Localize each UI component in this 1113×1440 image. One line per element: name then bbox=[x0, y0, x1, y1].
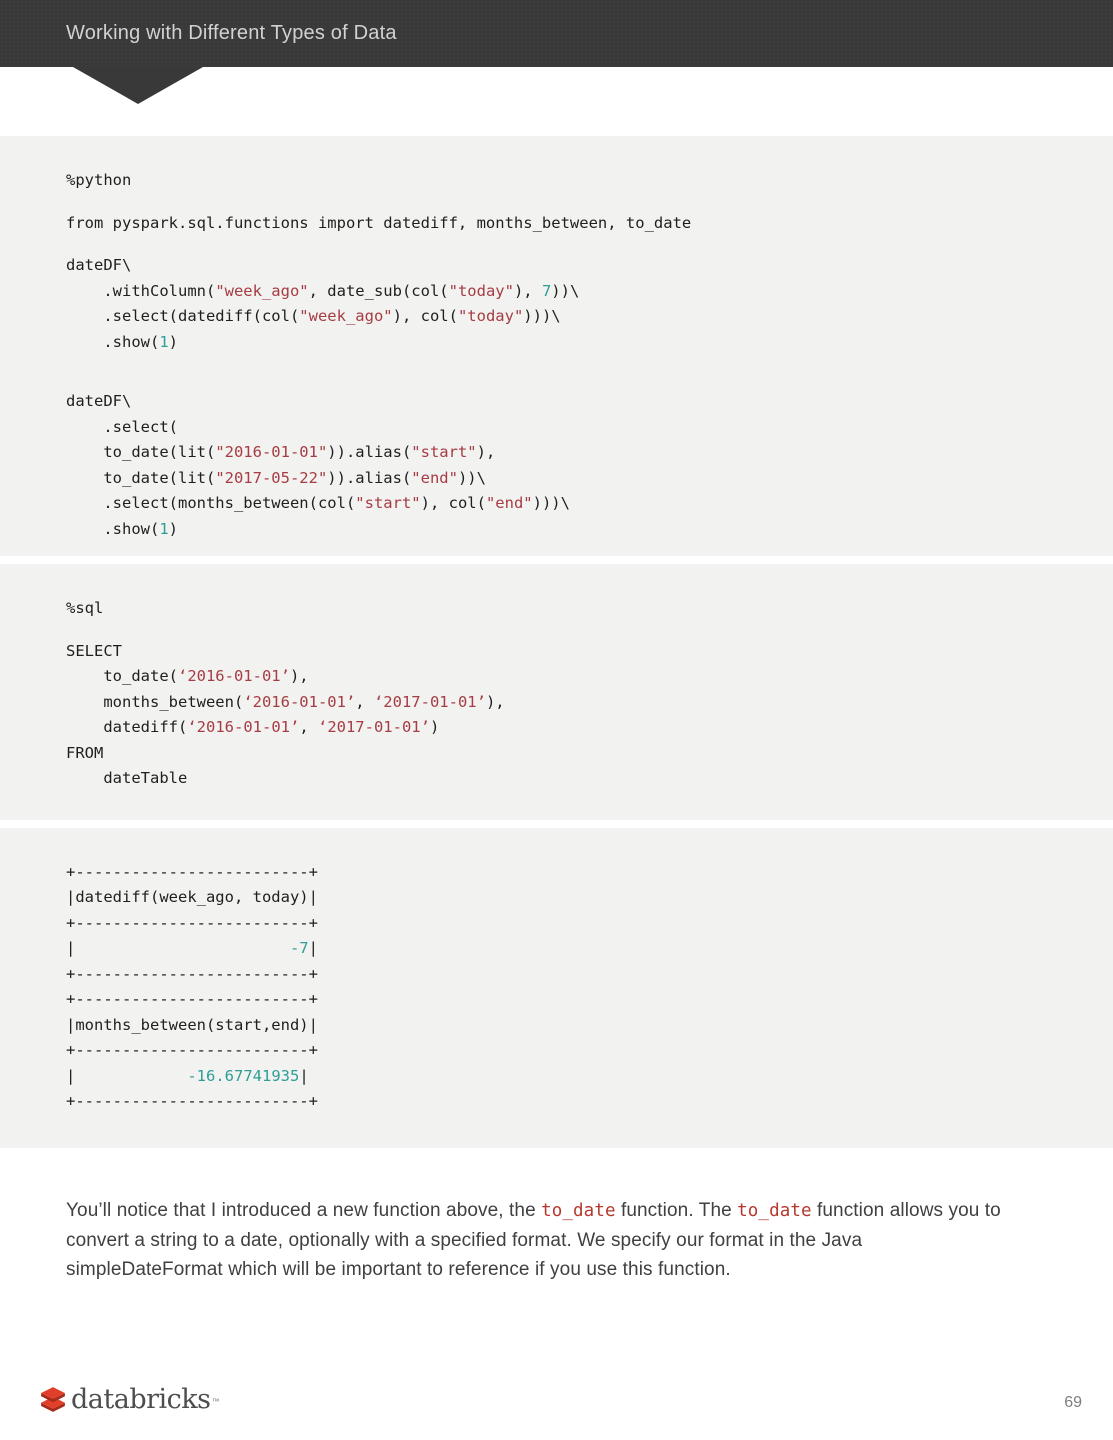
code-text: | bbox=[66, 1066, 188, 1085]
code-text: .show( bbox=[66, 519, 160, 538]
code-text: , date_sub(col( bbox=[308, 281, 449, 300]
code-number: 1 bbox=[159, 519, 169, 538]
code-line bbox=[66, 664, 1113, 690]
code-string: ‘2017-01-01’ bbox=[317, 718, 430, 736]
code-line bbox=[66, 440, 1113, 466]
code-line bbox=[66, 622, 1113, 639]
code-text: .show( bbox=[66, 332, 160, 351]
code-line bbox=[66, 389, 1113, 415]
code-text: to_date( bbox=[66, 667, 178, 685]
code-text: , bbox=[299, 718, 318, 736]
code-text: +-------------------------+ bbox=[66, 990, 318, 1008]
code-string: "end" bbox=[411, 468, 458, 487]
code-line bbox=[66, 860, 1113, 886]
code-line bbox=[66, 596, 1113, 622]
code-text: dateTable bbox=[66, 769, 188, 787]
code-text: )))\ bbox=[523, 307, 561, 325]
code-line bbox=[66, 1089, 1113, 1115]
code-string: "week_ago" bbox=[215, 281, 309, 300]
trademark-symbol: ™ bbox=[211, 1397, 220, 1406]
code-string: "start" bbox=[411, 443, 477, 461]
databricks-wordmark: databricks bbox=[71, 1384, 211, 1415]
code-text: ))\ bbox=[457, 468, 486, 487]
code-text: .withColumn( bbox=[66, 281, 216, 300]
paragraph-text: function allows you to convert a string to a date, optionally with a specified format. We specify our format in the Java simpleDateFormat which will be important to reference if you use this function. bbox=[66, 1199, 1001, 1280]
code-text: from pyspark.sql.functions import datediff, months_between, to_date bbox=[66, 213, 692, 232]
code-text: FROM bbox=[66, 743, 104, 762]
code-text: .select( bbox=[66, 417, 178, 436]
code-text: dateDF\ bbox=[66, 256, 132, 274]
code-line bbox=[66, 741, 1113, 767]
code-number: 7 bbox=[541, 281, 552, 300]
paragraph-text: function. The bbox=[615, 1199, 738, 1221]
code-line bbox=[66, 962, 1113, 988]
code-line bbox=[66, 279, 1113, 305]
paragraph-text: You’ll notice that I introduced a new function above, the bbox=[66, 1199, 542, 1221]
code-line bbox=[66, 355, 1113, 372]
code-string: "start" bbox=[355, 494, 421, 512]
code-string: ‘2016-01-01’ bbox=[177, 667, 290, 685]
code-string: "today" bbox=[448, 281, 514, 300]
code-string: "week_ago" bbox=[299, 307, 393, 325]
code-text: ), bbox=[513, 281, 542, 300]
code-string: ‘2016-01-01’ bbox=[187, 718, 300, 736]
code-string: "2016-01-01" bbox=[215, 443, 328, 461]
code-string: "2017-05-22" bbox=[215, 468, 328, 487]
page-header bbox=[0, 0, 1113, 67]
code-text: | bbox=[308, 939, 318, 957]
code-text: )))\ bbox=[532, 494, 570, 512]
code-text: )).alias( bbox=[327, 468, 412, 487]
code-line bbox=[66, 194, 1113, 211]
code-line bbox=[66, 639, 1113, 665]
code-line bbox=[66, 690, 1113, 716]
code-line bbox=[66, 304, 1113, 330]
code-text: dateDF\ bbox=[66, 392, 132, 410]
code-text: .select(months_between(col( bbox=[66, 494, 356, 512]
python-code-block bbox=[0, 136, 1113, 556]
code-text: +-------------------------+ bbox=[66, 913, 318, 932]
code-line bbox=[66, 491, 1113, 517]
code-text: to_date(lit( bbox=[66, 443, 216, 461]
code-text: +-------------------------+ bbox=[66, 1092, 318, 1110]
code-line bbox=[66, 372, 1113, 389]
code-text: months_between( bbox=[66, 692, 244, 711]
code-text: ) bbox=[429, 718, 440, 736]
code-text: ), col( bbox=[420, 494, 486, 512]
code-line bbox=[66, 168, 1113, 194]
code-text: , bbox=[355, 692, 374, 711]
output-code-block bbox=[0, 828, 1113, 1148]
code-line bbox=[66, 987, 1113, 1013]
code-text: %sql bbox=[66, 599, 104, 617]
body-paragraph bbox=[66, 1196, 1016, 1284]
sql-code-block bbox=[0, 564, 1113, 820]
databricks-logo bbox=[40, 1386, 219, 1413]
code-line bbox=[66, 517, 1113, 543]
code-text: |months_between(start,end)| bbox=[66, 1015, 318, 1034]
code-number: 1 bbox=[159, 332, 169, 351]
code-number: -7 bbox=[289, 939, 309, 957]
chevron-down-ornament bbox=[73, 67, 203, 104]
code-text: ))\ bbox=[551, 281, 580, 300]
code-text: ), bbox=[476, 443, 496, 461]
code-number: -16.67741935 bbox=[187, 1066, 300, 1085]
code-text: ) bbox=[168, 332, 179, 351]
code-line bbox=[66, 330, 1113, 356]
code-text: +-------------------------+ bbox=[66, 964, 318, 983]
code-line bbox=[66, 766, 1113, 792]
code-line bbox=[66, 253, 1113, 279]
code-text: ) bbox=[168, 519, 179, 538]
databricks-logo-icon bbox=[40, 1386, 66, 1413]
code-text: SELECT bbox=[66, 641, 122, 660]
code-text: to_date(lit( bbox=[66, 468, 216, 487]
code-line bbox=[66, 1038, 1113, 1064]
code-string: "end" bbox=[485, 494, 533, 512]
code-line bbox=[66, 911, 1113, 937]
page-title: Working with Different Types of Data bbox=[66, 22, 397, 44]
code-text: %python bbox=[66, 171, 132, 189]
code-text: | bbox=[299, 1066, 309, 1085]
code-text: +-------------------------+ bbox=[66, 862, 318, 881]
code-line bbox=[66, 1013, 1113, 1039]
code-text: ), col( bbox=[392, 307, 458, 325]
code-line bbox=[66, 211, 1113, 237]
code-text: | bbox=[66, 939, 290, 957]
code-string: ‘2017-01-01’ bbox=[373, 692, 486, 711]
code-text: ), bbox=[485, 692, 505, 711]
code-text: .select(datediff(col( bbox=[66, 307, 300, 325]
code-line bbox=[66, 466, 1113, 492]
code-text: )).alias( bbox=[327, 443, 412, 461]
code-line bbox=[66, 1064, 1113, 1090]
code-line bbox=[66, 936, 1113, 962]
code-text: |datediff(week_ago, today)| bbox=[66, 888, 318, 906]
inline-code: to_date bbox=[541, 1200, 616, 1221]
page-number: 69 bbox=[1064, 1394, 1082, 1411]
code-string: "today" bbox=[457, 307, 524, 325]
code-text: ), bbox=[289, 667, 309, 685]
code-text: +-------------------------+ bbox=[66, 1041, 318, 1059]
code-line bbox=[66, 715, 1113, 741]
code-line bbox=[66, 885, 1113, 911]
code-string: ‘2016-01-01’ bbox=[243, 692, 356, 711]
code-line bbox=[66, 415, 1113, 441]
code-text: datediff( bbox=[66, 718, 188, 736]
code-line bbox=[66, 236, 1113, 253]
inline-code: to_date bbox=[737, 1200, 812, 1221]
